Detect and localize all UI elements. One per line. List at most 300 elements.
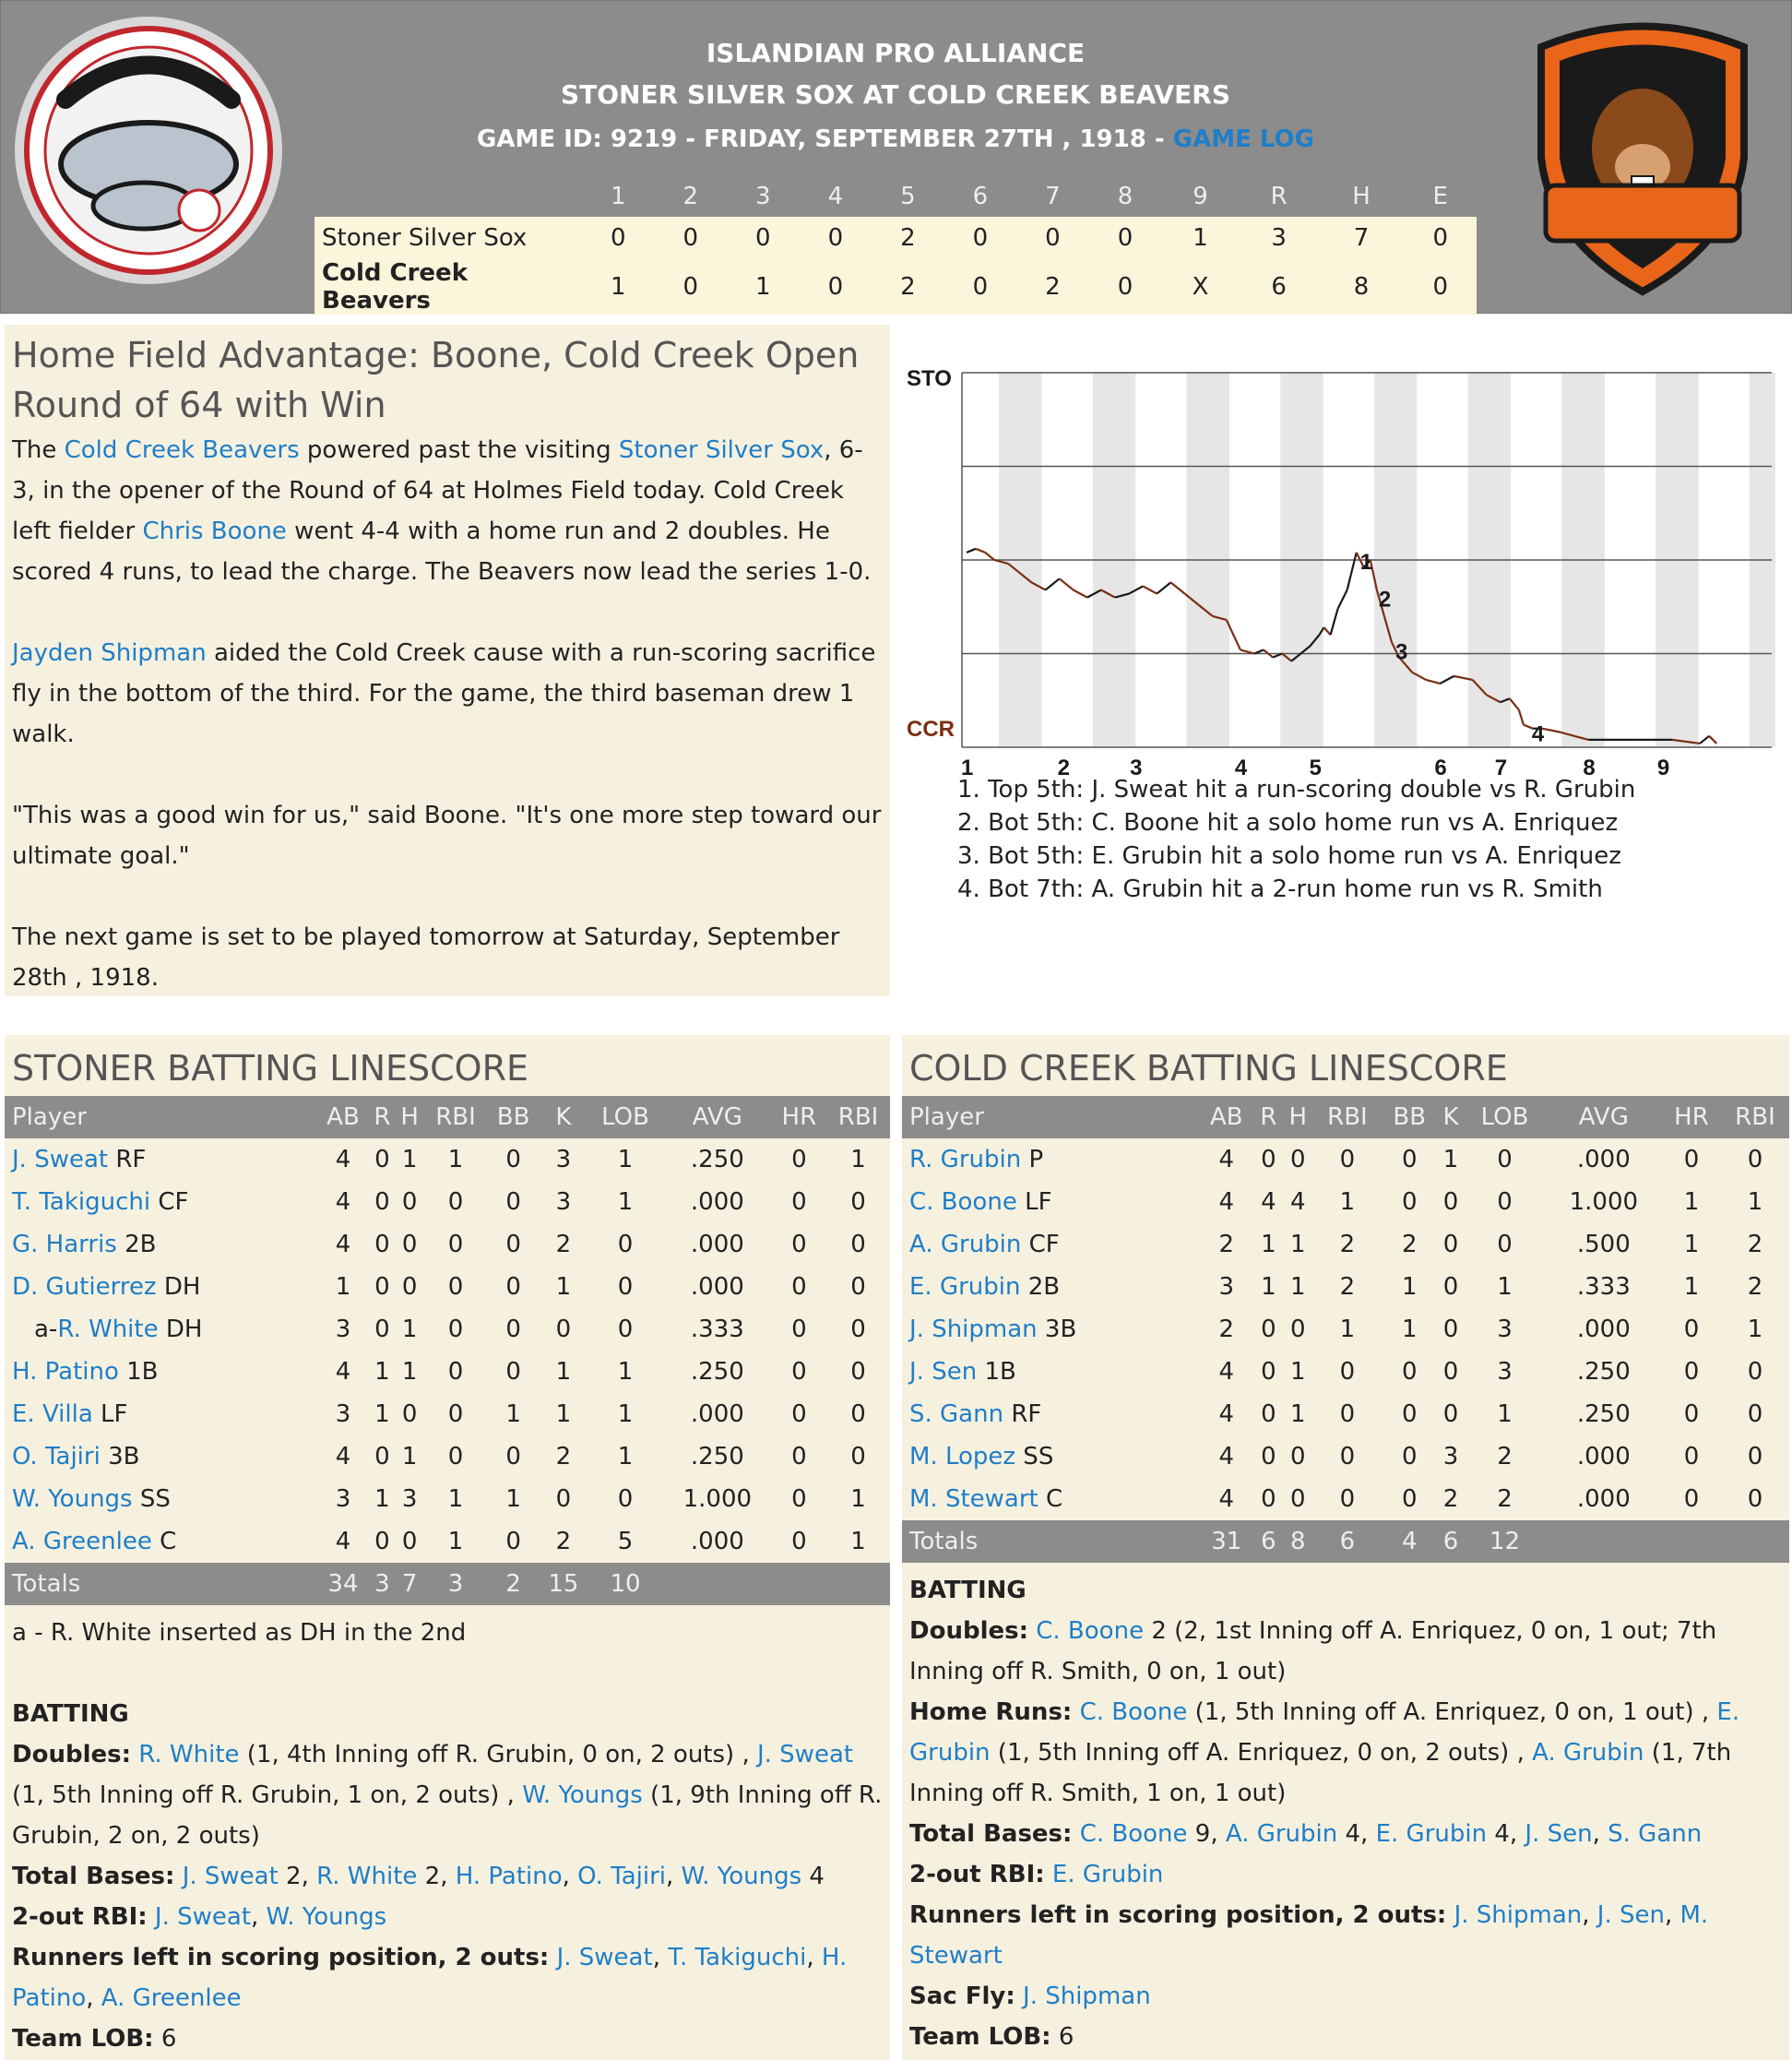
player-link[interactable]: S. Gann xyxy=(1608,1820,1703,1848)
player-link[interactable]: J. Sen xyxy=(909,1358,978,1386)
stat-cell: 1 xyxy=(505,1400,521,1428)
stat-cell: 0 xyxy=(1261,1358,1276,1386)
player-link[interactable]: A. Grubin xyxy=(909,1231,1022,1258)
stat-cell: 0 xyxy=(1442,1358,1459,1386)
player-cell xyxy=(902,1308,1199,1351)
stat-cell: 0 xyxy=(505,1231,521,1258)
stat-cell: 0 xyxy=(401,1400,418,1428)
totals-cell xyxy=(1546,1520,1662,1563)
stat-cell: 0 xyxy=(1683,1146,1700,1173)
batting-note-line: Team LOB: 6 xyxy=(909,2023,1074,2051)
win-probability-segment xyxy=(1074,589,1087,597)
stat-cell: 1 xyxy=(401,1358,418,1386)
player-position: 2B xyxy=(116,1231,157,1258)
stat-cell: 0 xyxy=(791,1485,807,1513)
stat-cell: 2 xyxy=(1339,1231,1356,1258)
stat-cell: 1.000 xyxy=(1569,1188,1639,1216)
player-link[interactable]: R. Grubin xyxy=(909,1146,1022,1173)
event-marker-2: 2 xyxy=(1378,587,1392,613)
stat-cell: 0 xyxy=(850,1316,866,1343)
player-link[interactable]: E. Grubin xyxy=(909,1698,1740,1767)
linescore-cell: 0 xyxy=(582,217,655,259)
cold-creek-batting-body xyxy=(902,1138,1789,1563)
stat-cell: 3 xyxy=(335,1316,351,1343)
player-cell xyxy=(902,1266,1199,1308)
player-link[interactable]: C. Boone xyxy=(1079,1698,1188,1726)
linescore xyxy=(314,176,1477,315)
stat-cell: 0 xyxy=(791,1316,807,1343)
win-probability-segment xyxy=(976,549,985,553)
stat-cell: 1 xyxy=(555,1273,572,1301)
stat-cell: .000 xyxy=(690,1231,744,1258)
stat-cell: 4 xyxy=(335,1188,351,1216)
player-link[interactable]: M. Stewart xyxy=(909,1901,1709,1970)
player-cell xyxy=(5,1520,317,1563)
player-cell xyxy=(5,1478,317,1520)
batting-col-k: K xyxy=(1438,1096,1465,1138)
linescore-team-name: Stoner Silver Sox xyxy=(314,217,582,259)
stat-cell: 2 xyxy=(555,1443,572,1471)
linescore-cell: 0 xyxy=(800,259,872,315)
stoner-batting-body xyxy=(5,1138,890,1605)
cold-creek-batting-section xyxy=(902,1035,1789,2060)
linescore-col-7: 7 xyxy=(1045,183,1061,210)
player-cell xyxy=(902,1435,1199,1478)
recap-paragraph-1: The Cold Creek Beavers powered past the visiting Stoner Silver Sox, 6-3, in the opener of the Round of 64 at Holmes Field today. Cold Creek left fielder Chris Boone went 4-4 with a home run and 2 doubles. He scored 4 runs, to lead the charge. The Beavers now lead the series 1-0. xyxy=(12,436,872,586)
player-link[interactable]: R. White xyxy=(57,1316,159,1343)
stat-cell: 1 xyxy=(374,1358,390,1386)
stat-cell: 0 xyxy=(555,1485,572,1513)
stat-cell: 0 xyxy=(850,1231,866,1258)
batting-col-player: Player xyxy=(5,1096,317,1138)
stat-cell: 4 xyxy=(1218,1400,1235,1428)
stat-cell: 3 xyxy=(335,1485,351,1513)
table-row xyxy=(902,1266,1789,1308)
stat-cell: 0 xyxy=(791,1400,807,1428)
inning-tick-label: 5 xyxy=(1309,756,1322,780)
stat-cell: 0 xyxy=(850,1188,866,1216)
linescore-cell: 6 xyxy=(1240,259,1319,315)
stat-cell: 2 xyxy=(1218,1316,1235,1343)
totals-cell: 7 xyxy=(396,1563,424,1605)
player-cell xyxy=(5,1308,317,1351)
stat-cell: 1 xyxy=(401,1316,418,1343)
stat-cell: 2 xyxy=(1497,1443,1513,1471)
inning-tick-label: 7 xyxy=(1494,756,1508,780)
player-cell xyxy=(5,1266,317,1308)
player-position: 3B xyxy=(1037,1316,1077,1343)
win-probability-segment xyxy=(1324,627,1331,635)
cold-creek-batting-details xyxy=(909,1611,1782,2057)
batting-note-line: 2-out RBI: J. Sweat, W. Youngs xyxy=(12,1903,387,1931)
linescore-cell: 0 xyxy=(1089,217,1162,259)
batting-col-rbi: RBI xyxy=(424,1096,488,1138)
totals-cell: 6 xyxy=(1438,1520,1465,1563)
player-link[interactable]: J. Shipman xyxy=(909,1316,1038,1343)
stat-cell: 0 xyxy=(617,1485,634,1513)
stat-cell: 0 xyxy=(1261,1485,1276,1513)
linescore-col-E: E xyxy=(1432,183,1448,210)
player-link[interactable]: C. Boone xyxy=(1036,1617,1145,1645)
batting-col-ab: AB xyxy=(1199,1096,1255,1138)
stat-cell: 2 xyxy=(555,1528,572,1555)
totals-cell: 3 xyxy=(369,1563,396,1605)
totals-cell: 3 xyxy=(424,1563,488,1605)
stat-cell: 1 xyxy=(1747,1316,1763,1343)
table-row xyxy=(902,1393,1789,1435)
batting-col-rbi: RBI xyxy=(1721,1096,1789,1138)
win-probability-segment xyxy=(1347,553,1357,590)
win-probability-segment xyxy=(1143,586,1157,593)
batting-col-bb: BB xyxy=(1382,1096,1438,1138)
stat-cell: 1 xyxy=(1747,1188,1763,1216)
stat-cell: 0 xyxy=(374,1528,390,1555)
player-link[interactable]: A. Greenlee xyxy=(12,1528,152,1555)
stat-cell: 0 xyxy=(791,1443,807,1471)
batting-col-lob: LOB xyxy=(1465,1096,1546,1138)
game-log-link[interactable]: GAME LOG xyxy=(1172,125,1314,153)
stat-cell: 0 xyxy=(617,1273,634,1301)
stat-cell: 0 xyxy=(850,1358,866,1386)
inning-tick-label: 8 xyxy=(1583,756,1596,780)
stat-cell: 0 xyxy=(1683,1485,1700,1513)
stat-cell: 0 xyxy=(617,1231,634,1258)
player-position: 1B xyxy=(977,1358,1016,1386)
table-row xyxy=(902,1478,1789,1520)
stoner-batting-notes xyxy=(5,1605,890,2060)
stat-cell: 0 xyxy=(401,1231,418,1258)
player-link[interactable]: J. Sweat xyxy=(12,1146,109,1173)
stat-cell: 2 xyxy=(1747,1273,1763,1301)
player-link[interactable]: C. Boone xyxy=(909,1188,1017,1216)
win-probability-segment xyxy=(1542,729,1561,732)
game-header xyxy=(0,0,1792,314)
win-probability-segment xyxy=(1060,578,1074,589)
stat-cell: 4 xyxy=(335,1443,351,1471)
stat-cell: 2 xyxy=(555,1231,572,1258)
linescore-col-H: H xyxy=(1352,183,1371,210)
player-link[interactable]: W. Youngs xyxy=(12,1485,133,1513)
player-link[interactable]: E. Grubin xyxy=(1375,1820,1488,1848)
stat-cell: .000 xyxy=(1576,1316,1631,1343)
stat-cell: 1 xyxy=(1261,1231,1276,1258)
stat-cell: 0 xyxy=(791,1358,807,1386)
stat-cell: 3 xyxy=(1497,1316,1513,1343)
linescore-cell: 1 xyxy=(727,259,800,315)
stat-cell: 0 xyxy=(447,1273,464,1301)
chart-bottom-label: CCR xyxy=(907,717,955,742)
note-label: Sac Fly: xyxy=(909,1983,1015,2010)
batting-note-line xyxy=(909,1854,1782,1895)
cold-creek-batting-title: COLD CREEK BATTING LINESCORE xyxy=(909,1048,1508,1089)
win-probability-segment xyxy=(1170,582,1184,593)
note-label: Doubles: xyxy=(909,1617,1028,1645)
stat-cell: 0 xyxy=(1747,1443,1763,1471)
player-link[interactable]: J. Sen xyxy=(1525,1820,1593,1848)
batting-col-rbi: RBI xyxy=(826,1096,890,1138)
batting-col-h: H xyxy=(396,1096,424,1138)
cold-creek-beavers-logo xyxy=(1523,10,1762,296)
stat-cell: 3 xyxy=(401,1485,418,1513)
batting-col-r: R xyxy=(369,1096,396,1138)
batting-note-line: Total Bases: C. Boone 9, A. Grubin 4, E. Grubin 4, J. Sen, S. Gann xyxy=(909,1820,1703,1848)
player-link[interactable]: O. Tajiri xyxy=(12,1443,101,1471)
stat-cell: 0 xyxy=(1261,1443,1276,1471)
batting-note-line: Doubles: C. Boone 2 (2, 1st Inning off A. Enriquez, 0 on, 1 out; 7th Inning off R. Smith, 0 on, 1 out) xyxy=(909,1617,1717,1685)
player-link[interactable]: T. Takiguchi xyxy=(668,1944,807,1971)
stat-cell: .000 xyxy=(690,1400,744,1428)
player-link[interactable]: O. Tajiri xyxy=(577,1863,666,1890)
note-label: Runners left in scoring position, 2 outs: xyxy=(12,1944,550,1971)
player-link[interactable]: J. Sen xyxy=(1596,1901,1665,1929)
linescore-row xyxy=(314,259,1477,315)
player-link[interactable]: J. Shipman xyxy=(1454,1901,1583,1929)
stat-cell: 2 xyxy=(1747,1231,1763,1258)
stat-cell: 0 xyxy=(1290,1146,1306,1173)
player-link[interactable]: E. Grubin xyxy=(1051,1861,1164,1888)
stat-cell: 1 xyxy=(1683,1231,1700,1258)
stat-cell: 0 xyxy=(1442,1400,1459,1428)
player-link[interactable]: Cold Creek Beavers xyxy=(64,436,300,464)
win-probability-segment xyxy=(1700,736,1709,744)
player-link[interactable]: J. Sweat xyxy=(154,1903,252,1931)
batting-col-hr: HR xyxy=(1662,1096,1721,1138)
linescore-col-9: 9 xyxy=(1193,183,1208,210)
linescore-cell: 1 xyxy=(1161,217,1240,259)
player-link[interactable]: J. Sweat xyxy=(182,1863,279,1890)
stat-cell: .250 xyxy=(690,1146,744,1173)
stat-cell: 1 xyxy=(447,1528,464,1555)
game-recap xyxy=(5,325,890,996)
stat-cell: 1 xyxy=(850,1528,866,1555)
player-cell xyxy=(902,1181,1199,1223)
linescore-cell: 7 xyxy=(1319,217,1405,259)
batting-col-hr: HR xyxy=(772,1096,826,1138)
stat-cell: 3 xyxy=(555,1188,572,1216)
player-link[interactable]: H. Patino xyxy=(455,1863,563,1890)
totals-cell: 6 xyxy=(1313,1520,1382,1563)
linescore-cell: X xyxy=(1161,259,1240,315)
stat-cell: 1 xyxy=(617,1146,634,1173)
player-link[interactable]: E. Grubin xyxy=(909,1273,1021,1301)
stat-cell: 0 xyxy=(447,1358,464,1386)
stat-cell: .000 xyxy=(1576,1485,1631,1513)
stat-cell: 1 xyxy=(1290,1273,1306,1301)
player-link[interactable]: J. Sweat xyxy=(756,1741,854,1768)
linescore-cell: 2 xyxy=(872,259,944,315)
cold-creek-batting-header-row xyxy=(902,1096,1789,1138)
stat-cell: 1 xyxy=(1401,1273,1418,1301)
linescore-col-3: 3 xyxy=(755,183,771,210)
stat-cell: .333 xyxy=(1576,1273,1631,1301)
stat-cell: 0 xyxy=(1442,1273,1459,1301)
table-row xyxy=(902,1308,1789,1351)
player-position: DH xyxy=(156,1273,201,1301)
totals-cell: 6 xyxy=(1254,1520,1283,1563)
player-link[interactable]: H. Patino xyxy=(12,1358,119,1386)
stat-cell: 0 xyxy=(374,1231,390,1258)
player-link[interactable]: W. Youngs xyxy=(266,1903,387,1931)
event-marker-3: 3 xyxy=(1394,639,1408,665)
player-cell xyxy=(5,1435,317,1478)
recap-paragraph-3: "This was a good win for us," said Boone. "It's one more step toward our ultimate goal." xyxy=(12,802,882,870)
note-label: Team LOB: xyxy=(909,2023,1051,2051)
totals-cell: 34 xyxy=(317,1563,369,1605)
player-link[interactable]: M. Stewart xyxy=(909,1485,1038,1513)
stat-cell: 0 xyxy=(1401,1358,1418,1386)
player-link[interactable]: R. White xyxy=(316,1863,418,1890)
player-position: C xyxy=(151,1528,177,1555)
chart-note: 1. Top 5th: J. Sweat hit a run-scoring double vs R. Grubin xyxy=(957,776,1636,804)
stat-cell: 0 xyxy=(1290,1316,1306,1343)
linescore-cell: 3 xyxy=(1240,217,1319,259)
stat-cell: 0 xyxy=(447,1400,464,1428)
stoner-footnote: a - R. White inserted as DH in the 2nd xyxy=(12,1619,467,1647)
table-row xyxy=(902,1223,1789,1266)
player-link[interactable]: A. Greenlee xyxy=(101,1984,242,2012)
stat-cell: 0 xyxy=(1497,1146,1513,1173)
stoner-batting-section-label: BATTING xyxy=(12,1700,129,1728)
linescore-team-name: Cold Creek Beavers xyxy=(314,259,582,315)
player-link[interactable]: E. Villa xyxy=(12,1400,93,1428)
totals-cell: 10 xyxy=(587,1563,663,1605)
win-probability-segment xyxy=(1440,676,1454,684)
stat-cell: 0 xyxy=(850,1400,866,1428)
stat-cell: 0 xyxy=(401,1528,418,1555)
batting-col-player: Player xyxy=(902,1096,1199,1138)
stat-cell: 1 xyxy=(1261,1273,1276,1301)
win-probability-segment xyxy=(985,553,994,560)
stat-cell: 1 xyxy=(401,1146,418,1173)
player-link[interactable]: T. Takiguchi xyxy=(12,1188,151,1216)
win-probability-segment xyxy=(1426,680,1440,684)
batting-col-k: K xyxy=(540,1096,587,1138)
batting-note-line: Runners left in scoring position, 2 outs: J. Shipman, J. Sen, M. Stewart xyxy=(909,1901,1709,1970)
totals-cell xyxy=(1662,1520,1721,1563)
note-label: 2-out RBI: xyxy=(12,1903,148,1931)
player-link[interactable]: W. Youngs xyxy=(681,1863,802,1890)
stat-cell: 3 xyxy=(555,1146,572,1173)
stat-cell: 2 xyxy=(1401,1231,1418,1258)
table-row xyxy=(902,1181,1789,1223)
stoner-batting-section xyxy=(5,1035,890,2060)
player-link[interactable]: A. Grubin xyxy=(1532,1739,1644,1767)
player-link[interactable]: S. Gann xyxy=(909,1400,1004,1428)
player-cell xyxy=(902,1393,1199,1435)
stat-cell: 0 xyxy=(1747,1146,1763,1173)
stat-cell: .000 xyxy=(690,1188,744,1216)
player-link[interactable]: Jayden Shipman xyxy=(12,639,207,667)
stat-cell: 0 xyxy=(1683,1358,1700,1386)
stat-cell: 4 xyxy=(335,1146,351,1173)
stoner-batting-header-row xyxy=(5,1096,890,1138)
stat-cell: 0 xyxy=(1339,1400,1356,1428)
player-link[interactable]: Chris Boone xyxy=(142,518,287,545)
stat-cell: 0 xyxy=(505,1273,521,1301)
totals-label: Totals xyxy=(5,1563,317,1605)
player-link[interactable]: H. Patino xyxy=(12,1944,848,2012)
recap-headline: Home Field Advantage: Boone, Cold Creek Open Round of 64 with Win xyxy=(12,335,860,425)
stat-cell: 4 xyxy=(1218,1485,1235,1513)
batting-col-ab: AB xyxy=(317,1096,369,1138)
table-row xyxy=(902,1435,1789,1478)
stat-cell: 0 xyxy=(505,1528,521,1555)
player-cell xyxy=(5,1138,317,1181)
player-link[interactable]: R. White xyxy=(138,1741,240,1768)
stat-cell: 0 xyxy=(401,1273,418,1301)
win-probability-segment xyxy=(967,549,976,553)
player-link[interactable]: M. Lopez xyxy=(909,1443,1016,1471)
linescore-cell: 0 xyxy=(1404,217,1477,259)
stat-cell: 0 xyxy=(850,1443,866,1471)
stat-cell: 1 xyxy=(617,1443,634,1471)
player-link[interactable]: W. Youngs xyxy=(522,1781,643,1809)
player-link[interactable]: J. Sweat xyxy=(556,1944,653,1971)
player-position: RF xyxy=(1003,1400,1042,1428)
totals-cell: 2 xyxy=(487,1563,539,1605)
stat-cell: 0 xyxy=(374,1273,390,1301)
stat-cell: 4 xyxy=(1261,1188,1276,1216)
player-link[interactable]: J. Shipman xyxy=(1023,1983,1151,2010)
table-row xyxy=(5,1223,890,1266)
stat-cell: 0 xyxy=(1497,1231,1513,1258)
linescore-header-row xyxy=(314,176,1477,217)
linescore-col-2: 2 xyxy=(682,183,699,210)
batting-note-line: Team LOB: 6 xyxy=(12,2025,177,2053)
stat-cell: 5 xyxy=(617,1528,634,1555)
stat-cell: 0 xyxy=(505,1146,521,1173)
stat-cell: 3 xyxy=(1497,1358,1513,1386)
win-probability-segment xyxy=(1157,582,1170,593)
player-cell xyxy=(902,1478,1199,1520)
linescore-cell: 1 xyxy=(582,259,655,315)
stat-cell: 0 xyxy=(447,1231,464,1258)
linescore-row xyxy=(314,217,1477,259)
player-position: LF xyxy=(92,1400,128,1428)
player-link[interactable]: A. Grubin xyxy=(1225,1820,1338,1848)
stat-cell: 0 xyxy=(1339,1358,1356,1386)
linescore-col-R: R xyxy=(1270,183,1288,210)
stat-cell: 0 xyxy=(447,1316,464,1343)
linescore-cell: 0 xyxy=(944,259,1017,315)
note-label: Doubles: xyxy=(12,1741,131,1768)
batting-note-line: Runners left in scoring position, 2 outs: J. Sweat, T. Takiguchi, H. Patino, A. Greenlee xyxy=(12,1944,848,2012)
win-probability-segment xyxy=(1338,589,1347,608)
stat-cell: 0 xyxy=(1401,1146,1418,1173)
stat-cell: 1 xyxy=(1290,1231,1306,1258)
stat-cell: 1 xyxy=(617,1358,634,1386)
stat-cell: 2 xyxy=(1442,1485,1459,1513)
player-cell xyxy=(902,1351,1199,1393)
stat-cell: 3 xyxy=(335,1400,351,1428)
player-link[interactable]: G. Harris xyxy=(12,1231,117,1258)
player-link[interactable]: D. Gutierrez xyxy=(12,1273,157,1301)
note-label: Total Bases: xyxy=(12,1863,175,1890)
stat-cell: 0 xyxy=(374,1146,390,1173)
player-cell xyxy=(902,1138,1199,1181)
player-link[interactable]: C. Boone xyxy=(1079,1820,1188,1848)
linescore-cell: 0 xyxy=(800,217,872,259)
stat-cell: 1 xyxy=(1497,1400,1513,1428)
player-position: CF xyxy=(1021,1231,1060,1258)
table-row xyxy=(5,1308,890,1351)
stat-cell: 0 xyxy=(791,1528,807,1555)
stat-cell: 1.000 xyxy=(682,1485,753,1513)
player-link[interactable]: Stoner Silver Sox xyxy=(618,436,825,464)
stat-cell: .000 xyxy=(1576,1443,1631,1471)
note-label: Runners left in scoring position, 2 outs: xyxy=(909,1901,1447,1929)
batting-col-r: R xyxy=(1254,1096,1283,1138)
